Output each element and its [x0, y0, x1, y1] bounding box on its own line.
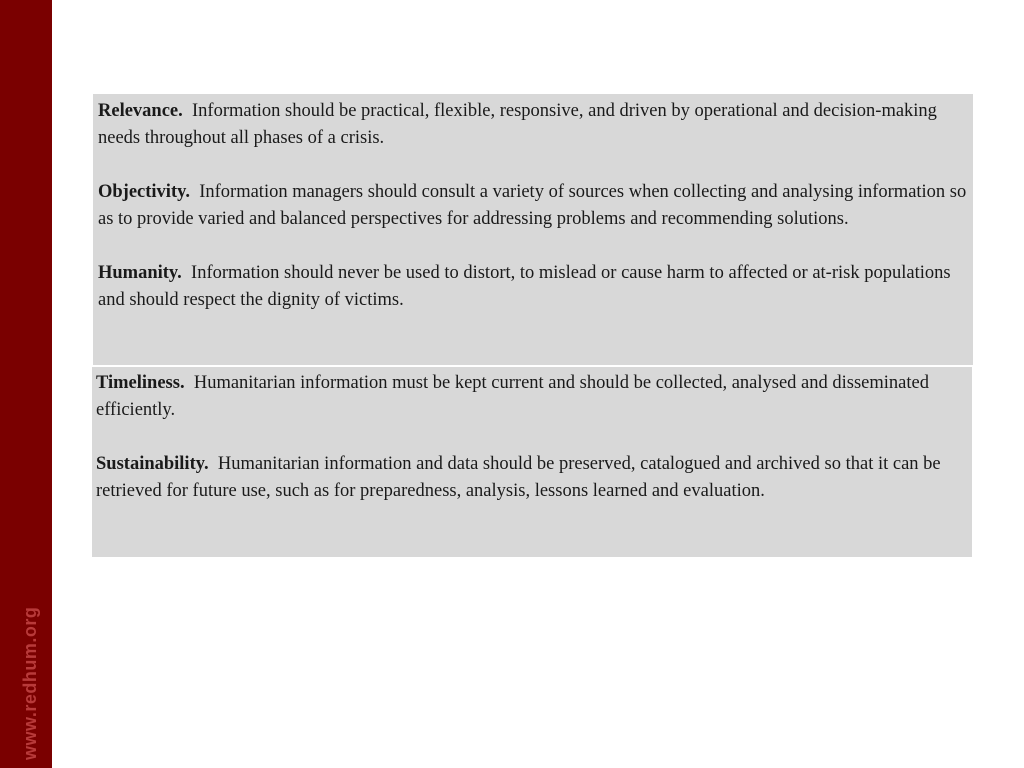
- principle-text: Humanitarian information must be kept current and should be collected, analysed and disseminated efficiently.: [96, 373, 929, 420]
- principles-box-top: [93, 94, 973, 365]
- principles-box-bottom: [92, 367, 972, 557]
- principle-humanity: [98, 260, 976, 314]
- principle-sustainability: [96, 451, 974, 505]
- principle-term: Sustainability.: [96, 454, 209, 474]
- principle-objectivity: [98, 179, 976, 233]
- principle-term: Objectivity.: [98, 182, 190, 202]
- principle-text: Information should never be used to distort, to mislead or cause harm to affected or at-risk populations and should respect the dignity of victims.: [98, 263, 951, 310]
- principle-term: Relevance.: [98, 101, 183, 121]
- principle-term: Humanity.: [98, 263, 182, 283]
- sidebar-url-text: www.redhum.org: [20, 606, 40, 760]
- principle-text: Humanitarian information and data should be preserved, catalogued and archived so that it can be retrieved for future use, such as for preparedness, analysis, lessons learned and evaluation.: [96, 454, 941, 501]
- principle-text: Information should be practical, flexible, responsive, and driven by operational and decision-making needs throughout all phases of a crisis.: [98, 101, 937, 148]
- sidebar: [0, 0, 52, 768]
- principle-relevance: [98, 98, 976, 152]
- principle-timeliness: [96, 370, 974, 424]
- principle-text: Information managers should consult a variety of sources when collecting and analysing information so as to provide varied and balanced perspectives for addressing problems and recommending solutions.: [98, 182, 967, 229]
- principle-term: Timeliness.: [96, 373, 185, 393]
